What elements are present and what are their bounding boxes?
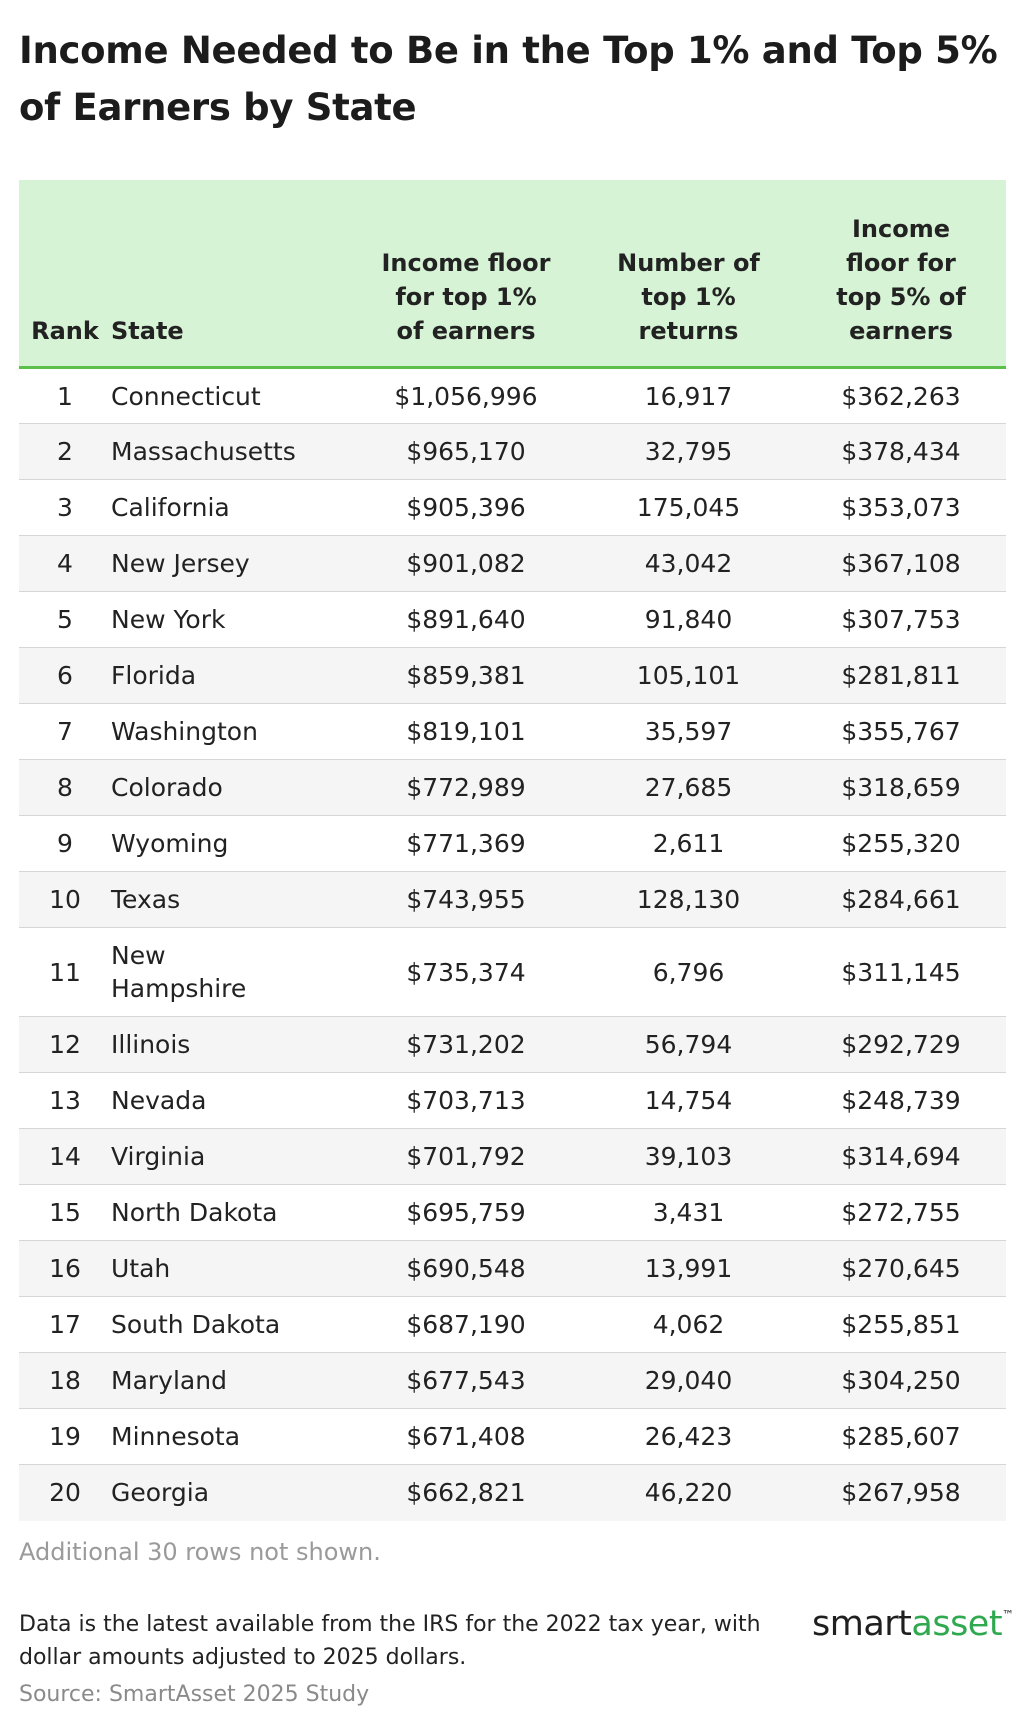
cell-rank: 1 — [19, 368, 111, 424]
table-body — [19, 368, 1006, 1521]
cell-rank: 10 — [19, 872, 111, 928]
header-top5-label: Income floor for top 5% of earners — [836, 215, 966, 345]
header-returns-label: Number of top 1% returns — [617, 249, 760, 345]
cell-state: Colorado — [111, 760, 351, 816]
footnote: Data is the latest available from the IRS for the 2022 tax year, with dollar amounts adjusted to 2025 dollars. — [19, 1612, 761, 1670]
cell-top1-returns: 13,991 — [581, 1241, 796, 1297]
cell-top1-income-floor: $905,396 — [351, 480, 581, 536]
cell-top5-income-floor: $248,739 — [796, 1073, 1006, 1129]
logo-trademark: ™ — [1002, 1608, 1014, 1622]
cell-rank: 8 — [19, 760, 111, 816]
table-row — [19, 872, 1006, 928]
cell-top5-income-floor: $378,434 — [796, 424, 1006, 480]
cell-top1-returns: 27,685 — [581, 760, 796, 816]
table-row — [19, 1129, 1006, 1185]
cell-rank: 7 — [19, 704, 111, 760]
cell-rank: 13 — [19, 1073, 111, 1129]
cell-rank: 20 — [49, 1478, 81, 1508]
cell-top1-returns: 26,423 — [581, 1409, 796, 1465]
cell-top1-returns: 35,597 — [581, 704, 796, 760]
cell-top5-income-floor: $314,694 — [796, 1129, 1006, 1185]
cell-top1-income-floor: $701,792 — [351, 1129, 581, 1185]
table-row — [19, 424, 1006, 480]
cell-top1-returns: 43,042 — [581, 536, 796, 592]
header-top5-income-floor — [796, 180, 1006, 368]
cell-top1-returns: 46,220 — [644, 1478, 733, 1508]
cell-top1-returns: 39,103 — [581, 1129, 796, 1185]
cell-rank: 19 — [19, 1409, 111, 1465]
table-row — [19, 1185, 1006, 1241]
cell-rank: 18 — [19, 1353, 111, 1409]
cell-top1-income-floor: $901,082 — [351, 536, 581, 592]
cell-state: Maryland — [111, 1353, 351, 1409]
cell-top1-income-floor: $819,101 — [351, 704, 581, 760]
cell-state: South Dakota — [111, 1297, 351, 1353]
cell-top1-returns: 29,040 — [581, 1353, 796, 1409]
cell-top5-income-floor: $355,767 — [796, 704, 1006, 760]
cell-top5-income-floor: $292,729 — [796, 1017, 1006, 1073]
header-top1-returns — [581, 180, 796, 368]
cell-top5-income-floor: $285,607 — [796, 1409, 1006, 1465]
cell-top5-income-floor: $318,659 — [796, 760, 1006, 816]
cell-state: North Dakota — [111, 1185, 351, 1241]
cell-rank: 16 — [19, 1241, 111, 1297]
cell-top1-income-floor: $695,759 — [351, 1185, 581, 1241]
cell-state: Nevada — [111, 1073, 351, 1129]
cell-rank: 3 — [19, 480, 111, 536]
cell-top1-income-floor: $735,374 — [351, 928, 581, 1017]
logo-text-asset: asset — [911, 1604, 1003, 1644]
cell-top1-income-floor: $687,190 — [351, 1297, 581, 1353]
table-row — [19, 928, 1006, 1017]
table-row — [19, 1017, 1006, 1073]
header-state: State — [111, 180, 351, 368]
table-row — [19, 536, 1006, 592]
cell-state: Florida — [111, 648, 351, 704]
cell-rank: 17 — [19, 1297, 111, 1353]
cell-state: Wyoming — [111, 816, 351, 872]
table-row — [19, 1409, 1006, 1465]
table-row — [19, 704, 1006, 760]
cell-top1-income-floor: $1,056,996 — [351, 368, 581, 424]
cell-top1-returns: 6,796 — [581, 928, 796, 1017]
cell-top1-returns: 2,611 — [581, 816, 796, 872]
cell-top1-returns: 3,431 — [581, 1185, 796, 1241]
chart-title: Income Needed to Be in the Top 1% and Top 5% of Earners by State — [19, 29, 998, 129]
cell-top1-returns: 175,045 — [581, 480, 796, 536]
cell-top1-returns: 91,840 — [581, 592, 796, 648]
cell-top1-returns: 128,130 — [581, 872, 796, 928]
cell-rank: 14 — [19, 1129, 111, 1185]
cell-state: Washington — [111, 704, 351, 760]
cell-rank: 6 — [19, 648, 111, 704]
table-row — [19, 816, 1006, 872]
cell-top5-income-floor: $270,645 — [796, 1241, 1006, 1297]
cell-top1-income-floor: $662,821 — [406, 1478, 526, 1508]
cell-state: Connecticut — [111, 368, 351, 424]
table-header-row — [19, 180, 1006, 368]
cell-state: Massachusetts — [111, 424, 351, 480]
header-top1-label: Income floor for top 1% of earners — [381, 249, 551, 345]
cell-top5-income-floor: $311,145 — [796, 928, 1006, 1017]
cell-state: New York — [111, 592, 351, 648]
cell-state: Utah — [111, 1241, 351, 1297]
rows-not-shown-note: Additional 30 rows not shown. — [19, 1538, 381, 1566]
cell-state: New Jersey — [111, 536, 351, 592]
cell-top1-income-floor: $731,202 — [351, 1017, 581, 1073]
cell-state: California — [111, 480, 351, 536]
cell-state: Illinois — [111, 1017, 351, 1073]
data-table — [19, 180, 1006, 1521]
cell-top5-income-floor: $362,263 — [796, 368, 1006, 424]
cell-top1-income-floor: $965,170 — [351, 424, 581, 480]
table-row — [19, 1297, 1006, 1353]
cell-top1-income-floor: $772,989 — [351, 760, 581, 816]
cell-state: New Hampshire — [111, 928, 351, 1017]
table-row — [19, 1241, 1006, 1297]
cell-rank: 9 — [19, 816, 111, 872]
cell-top1-returns: 105,101 — [581, 648, 796, 704]
cell-rank: 12 — [19, 1017, 111, 1073]
table-row — [19, 1465, 1006, 1521]
cell-top1-income-floor: $771,369 — [351, 816, 581, 872]
logo-text-smart: smart — [812, 1604, 912, 1644]
cell-top5-income-floor: $304,250 — [796, 1353, 1006, 1409]
table-row — [19, 1073, 1006, 1129]
cell-rank: 15 — [19, 1185, 111, 1241]
cell-top5-income-floor: $281,811 — [796, 648, 1006, 704]
cell-rank: 11 — [19, 928, 111, 1017]
table-row — [19, 1353, 1006, 1409]
cell-top5-income-floor: $267,958 — [841, 1478, 961, 1508]
smartasset-logo — [812, 1604, 1014, 1644]
table-row — [19, 760, 1006, 816]
cell-top1-returns: 4,062 — [581, 1297, 796, 1353]
cell-top1-income-floor: $703,713 — [351, 1073, 581, 1129]
cell-top1-income-floor: $743,955 — [351, 872, 581, 928]
cell-state: Virginia — [111, 1129, 351, 1185]
cell-top5-income-floor: $272,755 — [796, 1185, 1006, 1241]
table-row — [19, 592, 1006, 648]
cell-top5-income-floor: $255,320 — [796, 816, 1006, 872]
cell-top5-income-floor: $367,108 — [796, 536, 1006, 592]
cell-top5-income-floor: $353,073 — [796, 480, 1006, 536]
cell-top1-income-floor: $671,408 — [351, 1409, 581, 1465]
cell-state: Texas — [111, 872, 351, 928]
cell-top1-income-floor: $677,543 — [351, 1353, 581, 1409]
cell-top1-returns: 16,917 — [581, 368, 796, 424]
header-rank: Rank — [19, 180, 111, 368]
table-row — [19, 480, 1006, 536]
cell-rank: 4 — [19, 536, 111, 592]
cell-top1-returns: 56,794 — [581, 1017, 796, 1073]
cell-top1-income-floor: $891,640 — [351, 592, 581, 648]
cell-rank: 2 — [19, 424, 111, 480]
cell-top5-income-floor: $255,851 — [796, 1297, 1006, 1353]
table-row — [19, 368, 1006, 424]
source-line: Source: SmartAsset 2025 Study — [19, 1682, 370, 1707]
cell-top1-income-floor: $859,381 — [351, 648, 581, 704]
header-top1-income-floor — [351, 180, 581, 368]
cell-top1-returns: 14,754 — [581, 1073, 796, 1129]
cell-top5-income-floor: $307,753 — [796, 592, 1006, 648]
cell-top5-income-floor: $284,661 — [796, 872, 1006, 928]
table-row — [19, 648, 1006, 704]
cell-state: Georgia — [111, 1478, 210, 1508]
cell-state: Minnesota — [111, 1409, 351, 1465]
cell-top1-returns: 32,795 — [581, 424, 796, 480]
cell-top1-income-floor: $690,548 — [351, 1241, 581, 1297]
cell-rank: 5 — [19, 592, 111, 648]
